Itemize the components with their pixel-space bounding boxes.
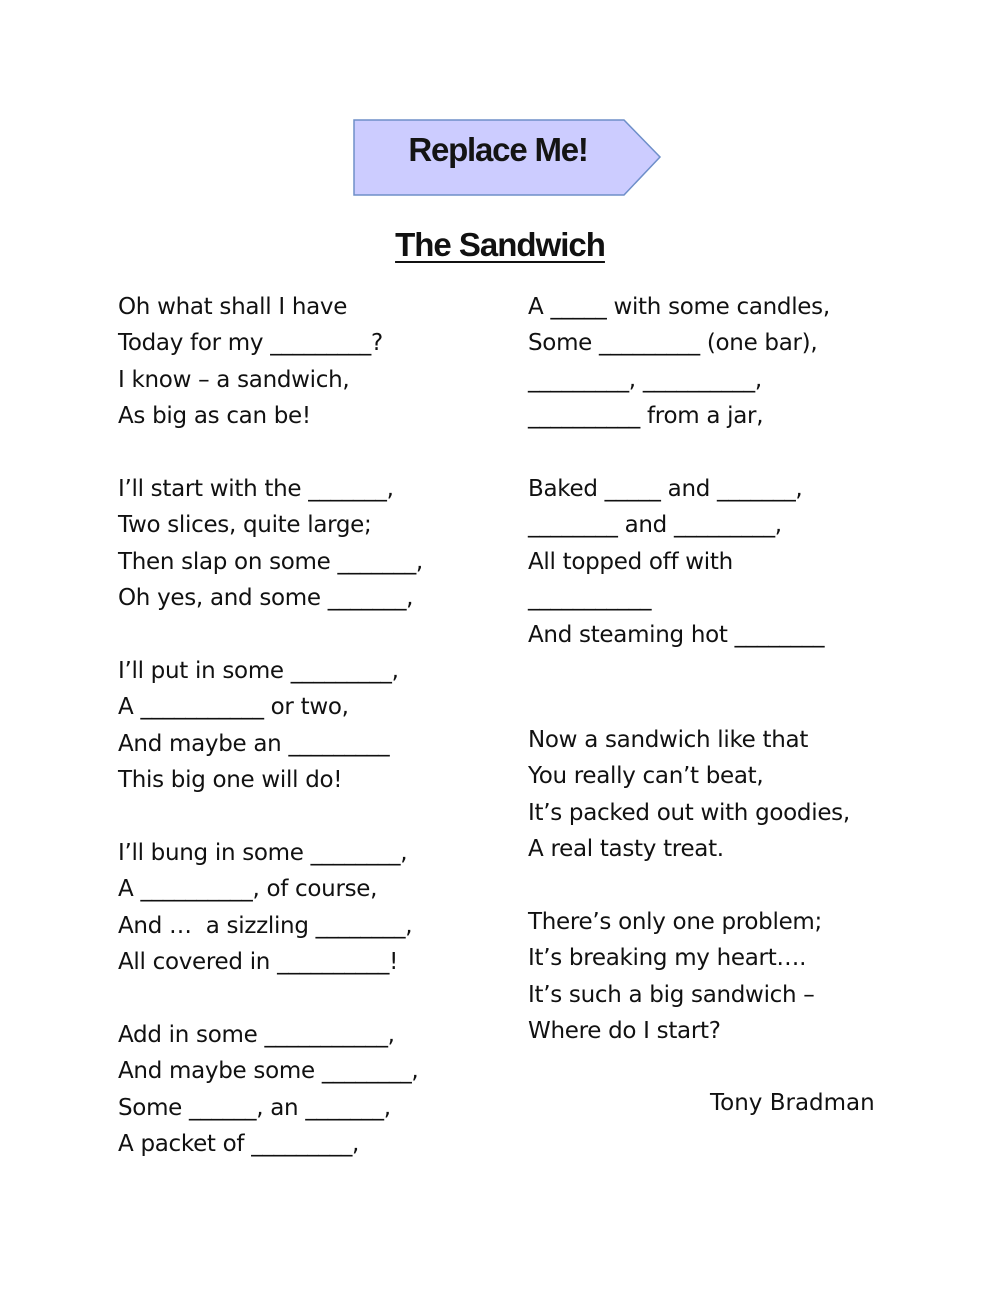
stanza-gap bbox=[528, 653, 928, 722]
poem-line: __________ from a jar, bbox=[528, 403, 764, 430]
stanza-gap bbox=[528, 867, 928, 903]
poem-line: Some ______, an _______, bbox=[118, 1094, 391, 1121]
stanza bbox=[528, 289, 928, 435]
poem-line: Where do I start? bbox=[528, 1018, 721, 1045]
replace-me-banner bbox=[353, 119, 662, 197]
poem-line: You really can’t beat, bbox=[528, 763, 764, 790]
stanza-gap bbox=[118, 435, 498, 471]
poem-line: Two slices, quite large; bbox=[118, 512, 372, 539]
stanza-gap bbox=[118, 980, 498, 1016]
poem-line: Baked _____ and _______, bbox=[528, 475, 803, 502]
poem-line: All covered in __________! bbox=[118, 949, 399, 976]
poem-title: The Sandwich bbox=[395, 226, 605, 263]
poem-line: It’s such a big sandwich – bbox=[528, 981, 815, 1008]
poem-right-column bbox=[528, 289, 928, 1049]
stanza bbox=[528, 722, 928, 868]
poem-line: Oh what shall I have bbox=[118, 294, 348, 320]
poem-line: A ___________ or two, bbox=[118, 694, 349, 721]
poem-line: I’ll start with the _______, bbox=[118, 475, 394, 502]
poem-line: And steaming hot ________ bbox=[528, 621, 825, 648]
poem-line: And maybe some ________, bbox=[118, 1058, 419, 1085]
stanza-gap bbox=[528, 435, 928, 471]
stanza bbox=[118, 835, 498, 981]
poem-line: ________ and _________, bbox=[528, 512, 782, 539]
poem-line: As big as can be! bbox=[118, 403, 311, 430]
stanza bbox=[118, 471, 498, 617]
poem-line: Oh yes, and some _______, bbox=[118, 585, 414, 612]
poem-line: A packet of _________, bbox=[118, 1130, 360, 1157]
poem-line: Add in some ___________, bbox=[118, 1021, 395, 1048]
poem-author: Tony Bradman bbox=[710, 1090, 875, 1116]
poem-line: _________, __________, bbox=[528, 366, 762, 393]
stanza-gap bbox=[118, 798, 498, 834]
poem-line: ___________ bbox=[528, 585, 652, 612]
poem-line: Some _________ (one bar), bbox=[528, 330, 818, 357]
poem-line: I’ll put in some _________, bbox=[118, 657, 399, 684]
poem-line: A real tasty treat. bbox=[528, 836, 724, 863]
poem-line: And … a sizzling ________, bbox=[118, 912, 413, 939]
poem-line: This big one will do! bbox=[118, 767, 343, 794]
poem-line: Today for my _________? bbox=[118, 330, 383, 357]
banner-label: Replace Me! bbox=[408, 131, 588, 168]
stanza bbox=[118, 653, 498, 799]
poem-line: All topped off with bbox=[528, 548, 733, 575]
poem-line: Now a sandwich like that bbox=[528, 726, 809, 753]
poem-line: Then slap on some _______, bbox=[118, 548, 423, 575]
stanza bbox=[118, 1017, 498, 1163]
poem-line: A __________, of course, bbox=[118, 876, 378, 903]
stanza bbox=[118, 289, 498, 435]
poem-line: And maybe an _________ bbox=[118, 730, 390, 757]
poem-line: I’ll bung in some ________, bbox=[118, 839, 408, 866]
poem-line: It’s packed out with goodies, bbox=[528, 799, 850, 826]
poem-left-column bbox=[118, 289, 498, 1162]
stanza bbox=[528, 904, 928, 1050]
poem-line: A _____ with some candles, bbox=[528, 294, 830, 320]
poem-line: It’s breaking my heart…. bbox=[528, 945, 807, 972]
stanza-gap bbox=[118, 617, 498, 653]
stanza bbox=[528, 471, 928, 653]
poem-line: There’s only one problem; bbox=[528, 908, 822, 935]
poem-line: I know – a sandwich, bbox=[118, 366, 350, 393]
